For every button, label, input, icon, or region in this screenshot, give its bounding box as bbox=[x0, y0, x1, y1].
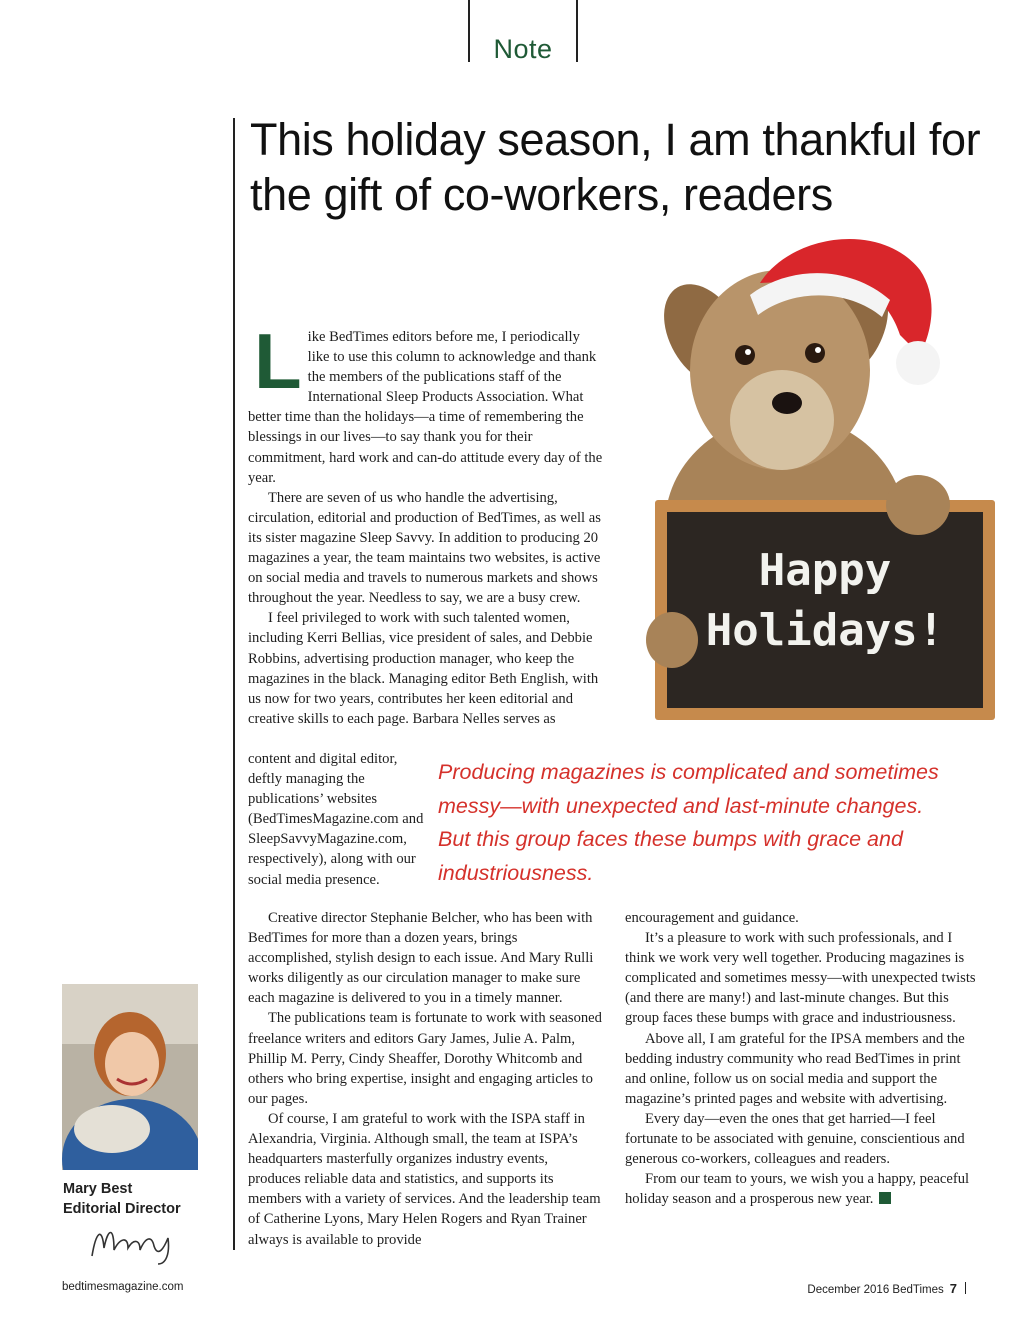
article-column-2 bbox=[248, 908, 603, 1250]
author-photo bbox=[62, 984, 198, 1170]
paragraph-7: It’s a pleasure to work with such professionals, and I think we work very well together. Producing magazines is complicated and sometimes messy—with unexpected twists (and there are many!) and last-minute changes. But this group faces these bumps with grace and industriousness. bbox=[625, 930, 976, 1027]
headline-rule bbox=[233, 118, 235, 1250]
paragraph-1-text: ike BedTimes editors before me, I periodically like to use this column to acknowledge and thank the members of the publications staff of the International Sleep Products Association. What better time than the holidays—a time of remembering the blessings in our lives—to say thank you for their commitment, hard work and can-do attitude every day of the year. bbox=[248, 329, 603, 486]
footer-issue-text: December 2016 BedTimes bbox=[807, 1284, 944, 1296]
paragraph-6: Of course, I am grateful to work with the ISPA staff in Alexandria, Virginia. Although small, the team at ISPA’s headquarters masterfully organizes industry events, produces reliable data and statistics, and supports its members with a variety of services. And the leadership team of Catherine Lyons, Mary Helen Rogers and Ryan Trainer always is available to provide bbox=[248, 1110, 601, 1248]
end-mark-icon bbox=[879, 1192, 891, 1204]
footer-issue bbox=[807, 1281, 966, 1296]
paragraph-4: Creative director Stephanie Belcher, who has been with BedTimes for more than a dozen years, brings accomplished, stylish design to each issue. And Mary Rulli works diligently as our circulation manager to make sure each magazine is delivered to you in a timely manner. bbox=[248, 910, 594, 1007]
paragraph-10 bbox=[625, 1169, 980, 1209]
footer-url: bedtimesmagazine.com bbox=[62, 1281, 184, 1293]
author-title: Editorial Director bbox=[63, 1201, 181, 1217]
footer-bar bbox=[965, 1282, 966, 1294]
article-column-1 bbox=[248, 317, 603, 729]
article-wrap-column bbox=[248, 749, 428, 890]
dog-holiday-photo bbox=[600, 225, 1000, 745]
paragraph-6-continued: encouragement and guidance. bbox=[625, 910, 799, 926]
paragraph-2: There are seven of us who handle the advertising, circulation, editorial and production of BedTimes, as well as its sister magazine Sleep Savvy. In addition to producing 20 magazines a year, the team maintains two websites, is active on social media and travels to numerous markets and shows throughout the year. Needless to say, we are a busy crew. bbox=[248, 489, 601, 607]
note-rule-right bbox=[576, 0, 578, 62]
chalkboard-line-1: Happy bbox=[758, 545, 892, 596]
headline: This holiday season, I am thankful for the gift of co-workers, readers bbox=[250, 114, 981, 220]
chalkboard-line-2: Holidays! bbox=[705, 605, 945, 656]
paragraph-1 bbox=[248, 317, 603, 488]
paragraph-5: The publications team is fortunate to work with seasoned freelance writers and editors Gary James, Julie A. Palm, Phillip M. Perry, Cindy Sheaffer, Dorothy Whitcomb and others who bring expertise, insight and engaging articles to our pages. bbox=[248, 1010, 602, 1107]
section-label: Note bbox=[493, 34, 553, 64]
page-number: 7 bbox=[949, 1281, 957, 1296]
paragraph-3: I feel privileged to work with such talented women, including Kerri Bellias, vice president of sales, and Debbie Robbins, advertising production manager, who keep the magazines in the black. Managing editor Beth English, with us now for two years, contributes her keen editorial and creative skills to each page. Barbara Nelles serves as bbox=[248, 610, 599, 727]
paragraph-9: Every day—even the ones that get harried—I feel fortunate to be associated with genuine, conscientious and generous co-workers, colleagues and readers. bbox=[625, 1110, 965, 1168]
author-name: Mary Best bbox=[63, 1181, 133, 1197]
paragraph-8: Above all, I am grateful for the IPSA members and the bedding industry community who read BedTimes in print and online, follow us on social media and support the magazine’s printed pages and website with advertising. bbox=[625, 1030, 965, 1107]
paragraph-3-continued: content and digital editor, deftly managing the publications’ websites (BedTimesMagazine.com and SleepSavvyMagazine.com, respectively), along with our social media presence. bbox=[248, 751, 424, 888]
paragraph-10-text: From our team to yours, we wish you a happy, peaceful holiday season and a prosperous new year. bbox=[625, 1171, 970, 1208]
pull-quote: Producing magazines is complicated and sometimes messy—with unexpected and last-minute changes. But this group faces these bumps with grace and industriousness. bbox=[438, 760, 939, 885]
dropcap: L bbox=[254, 317, 302, 405]
article-column-3 bbox=[625, 908, 980, 1209]
author-signature bbox=[88, 1218, 198, 1266]
